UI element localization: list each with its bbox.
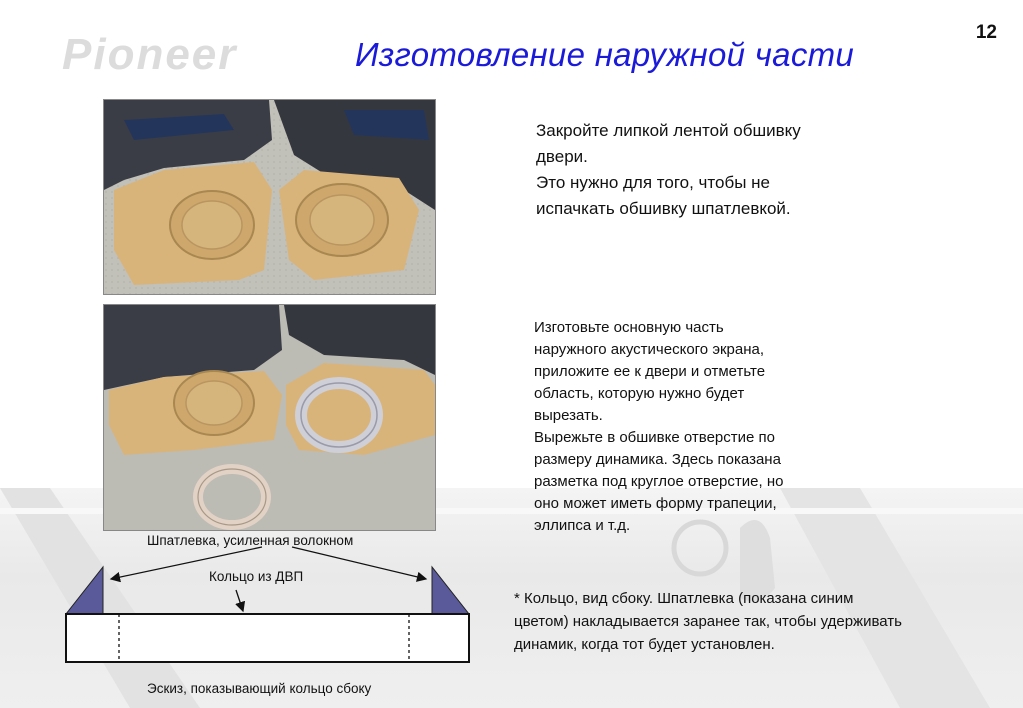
label-fiber-filler: Шпатлевка, усиленная волокном (147, 533, 354, 548)
pioneer-logo: Pioneer (62, 30, 238, 79)
page-number: 12 (975, 22, 997, 43)
arrow-ring (236, 590, 243, 611)
instruction-tape: Закройте липкой лентой обшивку двери. Это нужно для того, чтобы не испачкать обшивку шпатлевкой. (536, 121, 801, 218)
diagram-caption: Эскиз, показывающий кольцо сбоку (147, 681, 372, 696)
page-title: Изготовление наружной части (355, 36, 855, 73)
arrow-filler-right (292, 547, 426, 579)
instruction-cutout: Изготовьте основную часть наружного акустического экрана, приложите ее к двери и отметьте область, которую нужно будет вырезать. Вырежьте в обшивке отверстие по размеру динамика. Здесь показана разметка под круглое отверстие, но оно может иметь форму трапеции, эллипса и т.д. (534, 319, 784, 534)
filler-left (66, 567, 103, 614)
label-mdf-ring: Кольцо из ДВП (209, 569, 304, 584)
filler-right (432, 567, 469, 614)
instruction-ring-side: * Кольцо, вид сбоку. Шпатлевка (показана синим цветом) накладывается заранее так, чтобы удерживать динамик, когда тот будет установлен. (514, 590, 902, 653)
